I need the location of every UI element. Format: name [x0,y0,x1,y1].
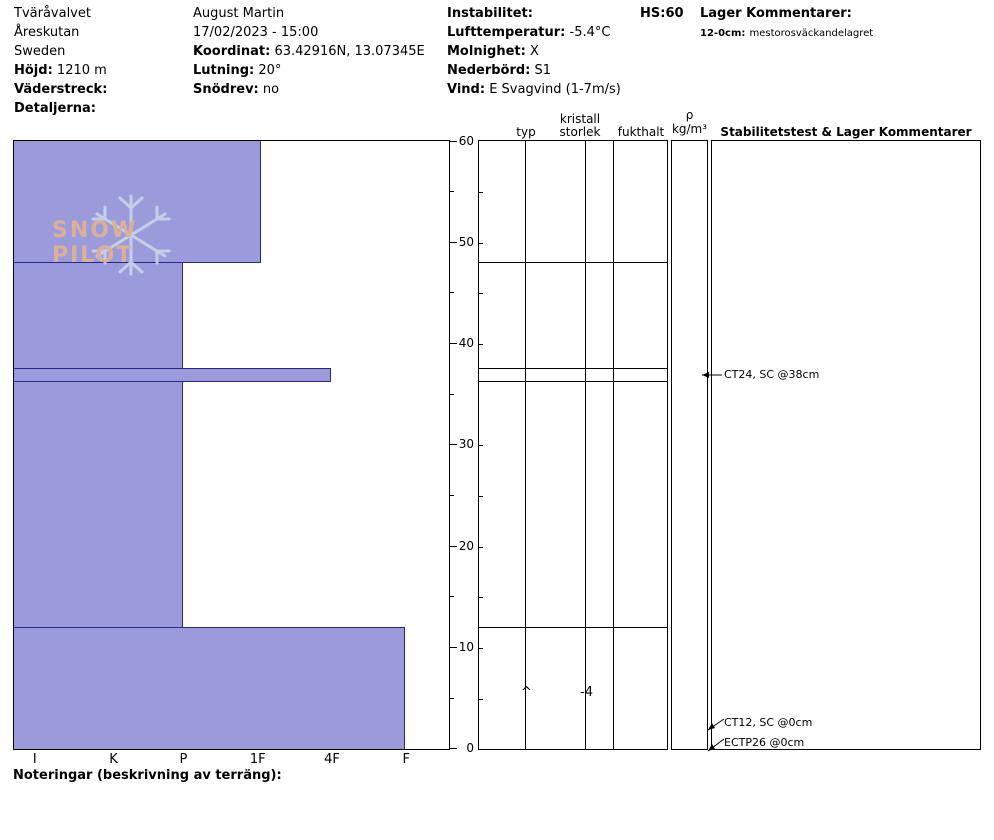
column-header-crystal: kristall [559,112,601,126]
grain-col-divider-3 [613,141,614,749]
elevation-label: Höjd: [14,63,53,78]
location-name: Tväråvalvet [14,6,91,21]
axis-tick-10: 10 [458,640,474,654]
country-name: Sweden [14,44,66,59]
hardness-label-i: I [32,752,37,767]
grain-columns [478,140,668,750]
snow-layer-3 [13,368,331,382]
axis-tick-50: 50 [458,235,474,249]
stability-test-column [711,140,981,750]
precipitation-value: S1 [534,63,552,78]
details-label: Detaljerna: [14,101,96,116]
grain-col-divider-1 [525,141,526,749]
hardness-label-4f: 4F [324,752,340,767]
layer-comment-text: mestorosväckandelagret [749,28,874,39]
precipitation-label: Nederbörd: [447,63,531,78]
header-column-observer [193,4,448,99]
column-header-density-unit: kg/m³ [671,122,708,136]
layer-boundary-363 [479,381,667,382]
column-header-grain-type: typ [516,125,536,139]
height-axis [450,134,476,755]
hardness-label-k: K [109,752,118,767]
air-temperature-value: -5.4°C [569,25,611,40]
header-column-location [14,4,194,118]
elevation-value: 1210 m [56,63,107,78]
column-header-stability: Stabilitetstest & Lager Kommentarer [720,125,972,139]
snowdrift-label: Snödrev: [193,82,259,97]
coordinate-value: 63.42916N, 13.07345E [274,44,425,59]
layer-boundary-12 [479,627,667,628]
column-header-density-symbol: ρ [685,108,694,122]
axis-tick-20: 20 [458,539,474,553]
axis-tick-0: 0 [466,741,474,755]
wind-label: Vind: [447,82,486,97]
column-header-moisture: fukthalt [617,125,665,139]
observer-name: August Martin [193,6,285,21]
stability-test-ectp26: ECTP26 @0cm [724,736,805,749]
stability-test-ct24: CT24, SC @38cm [724,368,820,381]
header-column-weather [447,4,642,99]
axis-tick-30: 30 [458,437,474,451]
hardness-profile-chart [13,140,450,750]
air-temperature-label: Lufttemperatur: [447,25,566,40]
coordinate-label: Koordinat: [193,44,271,59]
grain-col-divider-2 [585,141,586,749]
hardness-label-f: F [402,752,411,767]
observation-datetime: 17/02/2023 - 15:00 [193,25,319,40]
cloud-cover-label: Molnighet: [447,44,526,59]
snowdrift-value: no [262,82,280,97]
layer-boundary-48 [479,262,667,263]
cloud-cover-value: X [529,44,539,59]
hardness-label-p: P [179,752,188,767]
profile-header [0,0,994,120]
instability-label: Instabilitet: [447,6,533,21]
aspect-label: Väderstreck: [14,82,108,97]
layer-comments-title: Lager Kommentarer: [700,6,852,21]
axis-tick-60: 60 [458,134,474,148]
stability-test-ct12: CT12, SC @0cm [724,716,813,729]
header-column-hs [640,4,700,23]
watermark-text: SNOW PILOT [52,218,138,268]
column-header-grain-size: storlek [559,125,601,139]
area-name: Åreskutan [14,25,80,40]
snow-layer-5 [13,627,405,750]
incline-value: 20° [258,63,282,78]
snow-height-label: HS: [640,6,666,21]
snow-height-value: 60 [665,6,684,21]
grain-size-value: -4 [580,685,593,700]
wind-value: E Svagvind (1-7m/s) [489,82,621,97]
grain-type-symbol: ^ [521,685,532,700]
hardness-label-1f: 1F [249,752,266,767]
layer-boundary-375 [479,368,667,369]
snow-layer-4 [13,381,183,628]
snow-layer-1 [13,140,261,263]
axis-tick-40: 40 [458,336,474,350]
incline-label: Lutning: [193,63,255,78]
header-column-layer-comments [700,4,990,43]
snow-layer-2 [13,262,183,369]
layer-comment-depth: 12-0cm: [700,28,746,39]
terrain-notes-label: Noteringar (beskrivning av terräng): [13,768,282,783]
density-column [671,140,708,750]
